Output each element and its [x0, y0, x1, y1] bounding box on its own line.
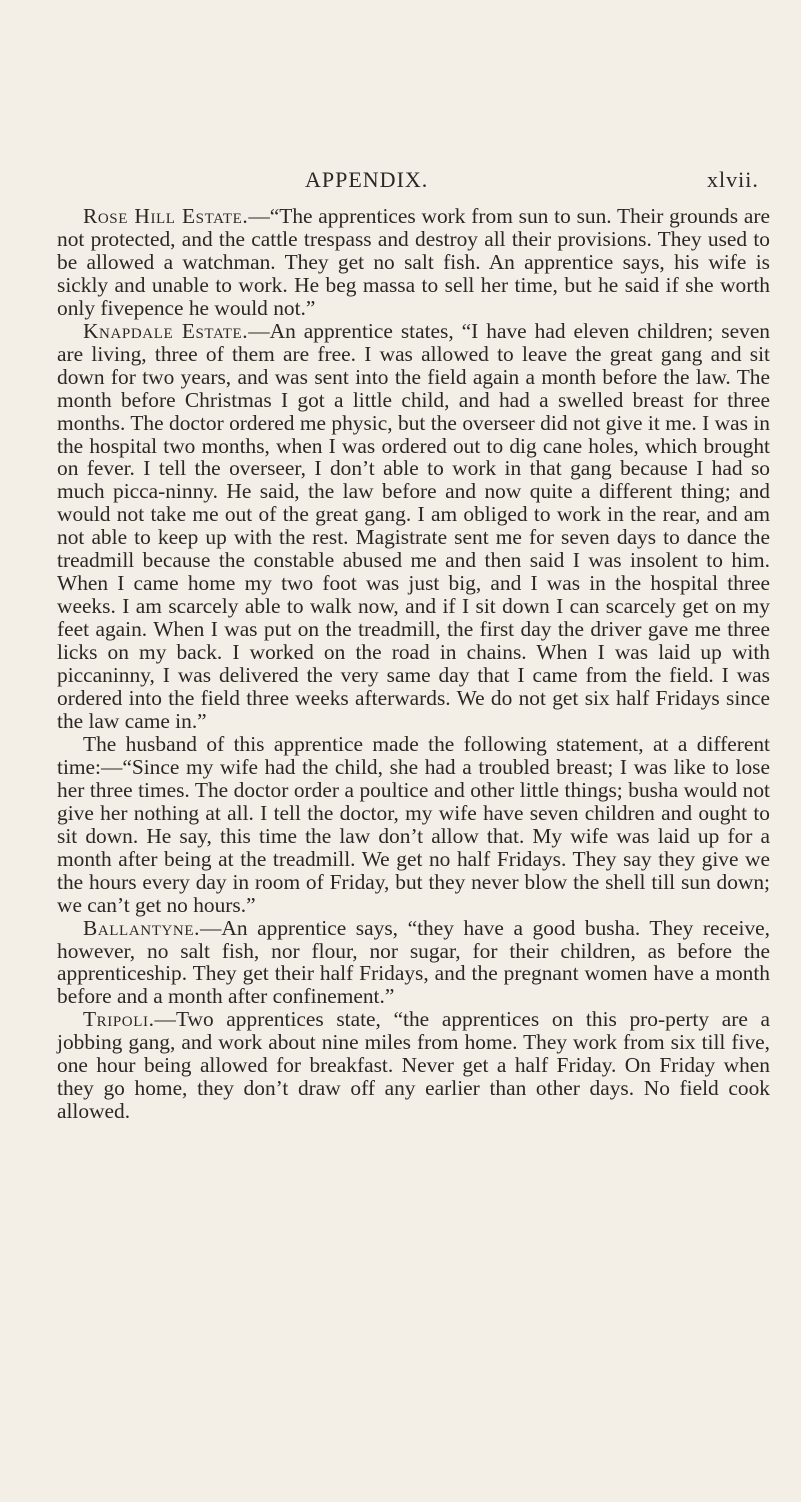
- paragraph-text: —“The apprentices work from sun to sun. Their grounds are not protected, and the cattle trespass and destroy all their provisions. They used to be allowed a watchman. They get no salt fish. An apprentice says, his wife is sickly and unable to work. He beg massa to sell her time, but he said if she worth only fivepence he would not.”: [57, 204, 770, 320]
- paragraph-rose-hill: [57, 205, 770, 320]
- paragraph-text: The husband of this apprentice made the following statement, at a different time:—“Since my wife had the child, she had a troubled breast; I was like to lose her three times. The doctor order a poultice and other little things; busha would not give her nothing at all. I tell the doctor, my wife have seven children and ought to sit down. He say, this time the law don’t allow that. My wife was laid up for a month after being at the treadmill. We get no half Fridays. They say they give we the hours every day in room of Friday, but they never blow the shell till sun down; we can’t get no hours.”: [57, 731, 770, 917]
- paragraph-text: —An apprentice states, “I have had eleven children; seven are living, three of them are free. I was allowed to leave the great gang and sit down for two years, and was sent into the field again a month before the law. The month before Christmas I got a little child, and had a swelled breast for three months. The doctor ordered me physic, but the overseer did not give it me. I was in the hospital two months, when I was ordered out to dig cane holes, which brought on fever. I tell the overseer, I don’t able to work in that gang because I had so much picca-ninny. He said, the law before and now quite a different thing; and would not take me out of the great gang. I am obliged to work in the rear, and am not able to keep up with the rest. Magistrate sent me for seven days to dance the treadmill because the constable abused me and then said I was insolent to him. When I came home my two foot was just big, and I was in the hospital three weeks. I am scarcely able to walk now, and if I sit down I can scarcely get on my feet again. When I was put on the treadmill, the first day the driver gave me three licks on my back. I worked on the road in chains. When I was laid up with piccaninny, I was delivered the very same day that I came from the field. I was ordered into the field three weeks afterwards. We do not get six half Fridays since the law came in.”: [57, 318, 771, 733]
- header-title: APPENDIX.: [305, 167, 429, 192]
- estate-name: Tripoli.: [83, 1007, 155, 1032]
- running-header: [0, 167, 801, 195]
- paragraph-text: —An apprentice says, “they have a good busha. They receive, however, no salt fish, nor flour, nor sugar, for their children, as before the apprenticeship. They get their half Fridays, and the pregnant women have a month before and a month after confinement.”: [57, 915, 770, 1009]
- paragraph-knapdale: [57, 320, 770, 733]
- page-number: xlvii.: [707, 167, 759, 192]
- paragraph-text: —Two apprentices state, “the apprentices on this pro-perty are a jobbing gang, and work about nine miles from home. They work from six till five, one hour being allowed for breakfast. Never get a half Friday. On Friday when they go home, they don’t draw off any earlier than other days. No field cook allowed.: [57, 1007, 770, 1124]
- estate-name: Knapdale Estate.: [83, 318, 249, 343]
- paragraph-husband-statement: [57, 733, 770, 917]
- paragraph-tripoli: [57, 1008, 770, 1123]
- estate-name: Rose Hill Estate.: [83, 204, 249, 228]
- paragraph-ballantyne: [57, 917, 770, 1009]
- estate-name: Ballantyne.: [83, 915, 201, 940]
- body-text: [57, 205, 770, 1123]
